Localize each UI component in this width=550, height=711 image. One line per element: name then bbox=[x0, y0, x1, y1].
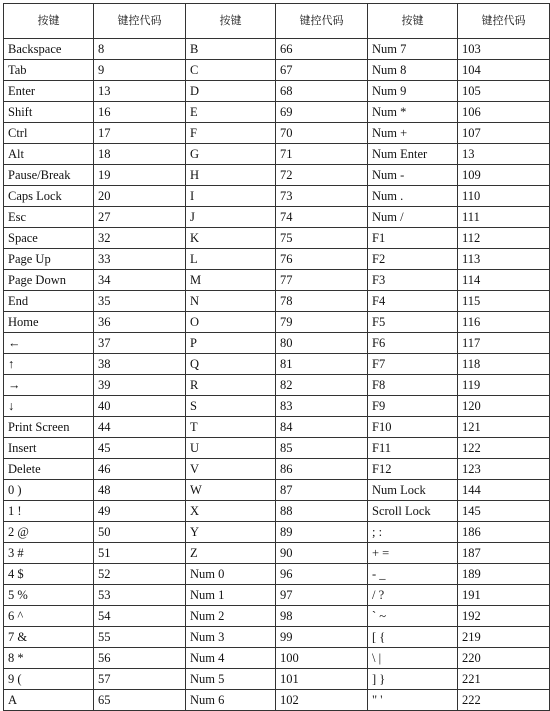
key-code-cell: 16 bbox=[94, 102, 186, 123]
key-name-cell: F9 bbox=[368, 396, 458, 417]
key-name-cell: 0 ) bbox=[4, 480, 94, 501]
key-code-cell: 20 bbox=[94, 186, 186, 207]
key-name-cell: C bbox=[186, 60, 276, 81]
key-code-cell: 81 bbox=[276, 354, 368, 375]
key-code-cell: 56 bbox=[94, 648, 186, 669]
key-code-cell: 84 bbox=[276, 417, 368, 438]
key-name-cell: Alt bbox=[4, 144, 94, 165]
key-code-cell: 105 bbox=[458, 81, 550, 102]
key-column-header: 按键 bbox=[186, 4, 276, 39]
key-name-cell: Z bbox=[186, 543, 276, 564]
table-row bbox=[4, 438, 550, 459]
key-name-cell: Num . bbox=[368, 186, 458, 207]
key-code-cell: 76 bbox=[276, 249, 368, 270]
key-code-cell: 78 bbox=[276, 291, 368, 312]
table-row bbox=[4, 669, 550, 690]
key-name-cell: Num 4 bbox=[186, 648, 276, 669]
key-name-cell: Print Screen bbox=[4, 417, 94, 438]
table-row bbox=[4, 312, 550, 333]
keycode-table-container bbox=[3, 3, 547, 711]
key-name-cell: ↓ bbox=[4, 396, 94, 417]
key-name-cell: Num Lock bbox=[368, 480, 458, 501]
key-name-cell: K bbox=[186, 228, 276, 249]
key-name-cell: Insert bbox=[4, 438, 94, 459]
key-code-cell: 112 bbox=[458, 228, 550, 249]
key-name-cell: + = bbox=[368, 543, 458, 564]
key-name-cell: R bbox=[186, 375, 276, 396]
key-name-cell: Num 3 bbox=[186, 627, 276, 648]
key-code-cell: 51 bbox=[94, 543, 186, 564]
table-row bbox=[4, 291, 550, 312]
key-name-cell: Num 7 bbox=[368, 39, 458, 60]
table-body bbox=[4, 39, 550, 711]
key-code-cell: 52 bbox=[94, 564, 186, 585]
key-code-cell: 118 bbox=[458, 354, 550, 375]
key-name-cell: 8 * bbox=[4, 648, 94, 669]
key-code-cell: 117 bbox=[458, 333, 550, 354]
key-code-cell: 73 bbox=[276, 186, 368, 207]
key-name-cell: B bbox=[186, 39, 276, 60]
key-code-cell: 122 bbox=[458, 438, 550, 459]
key-code-cell: 53 bbox=[94, 585, 186, 606]
key-code-cell: 68 bbox=[276, 81, 368, 102]
key-code-cell: 109 bbox=[458, 165, 550, 186]
key-code-cell: 9 bbox=[94, 60, 186, 81]
key-name-cell: \ | bbox=[368, 648, 458, 669]
key-code-cell: 67 bbox=[276, 60, 368, 81]
table-row bbox=[4, 165, 550, 186]
key-code-cell: 82 bbox=[276, 375, 368, 396]
key-name-cell: Ctrl bbox=[4, 123, 94, 144]
key-name-cell: Y bbox=[186, 522, 276, 543]
table-row bbox=[4, 249, 550, 270]
key-name-cell: S bbox=[186, 396, 276, 417]
key-name-cell: Num - bbox=[368, 165, 458, 186]
key-name-cell: T bbox=[186, 417, 276, 438]
key-name-cell: Num / bbox=[368, 207, 458, 228]
key-name-cell: Delete bbox=[4, 459, 94, 480]
table-row bbox=[4, 144, 550, 165]
key-name-cell: H bbox=[186, 165, 276, 186]
key-name-cell: Esc bbox=[4, 207, 94, 228]
key-code-cell: 72 bbox=[276, 165, 368, 186]
key-code-cell: 88 bbox=[276, 501, 368, 522]
table-row bbox=[4, 207, 550, 228]
key-name-cell: L bbox=[186, 249, 276, 270]
table-row bbox=[4, 459, 550, 480]
key-name-cell: 3 # bbox=[4, 543, 94, 564]
key-code-cell: 27 bbox=[94, 207, 186, 228]
key-code-cell: 77 bbox=[276, 270, 368, 291]
table-row bbox=[4, 39, 550, 60]
key-code-cell: 220 bbox=[458, 648, 550, 669]
key-code-cell: 45 bbox=[94, 438, 186, 459]
key-code-cell: 13 bbox=[458, 144, 550, 165]
key-code-cell: 34 bbox=[94, 270, 186, 291]
key-code-cell: 116 bbox=[458, 312, 550, 333]
key-name-cell: Num 5 bbox=[186, 669, 276, 690]
key-code-cell: 65 bbox=[94, 690, 186, 711]
key-code-cell: 114 bbox=[458, 270, 550, 291]
key-code-cell: 37 bbox=[94, 333, 186, 354]
key-code-cell: 121 bbox=[458, 417, 550, 438]
table-row bbox=[4, 606, 550, 627]
key-code-cell: 106 bbox=[458, 102, 550, 123]
key-code-cell: 102 bbox=[276, 690, 368, 711]
key-code-cell: 103 bbox=[458, 39, 550, 60]
table-row bbox=[4, 501, 550, 522]
table-row bbox=[4, 375, 550, 396]
key-code-cell: 39 bbox=[94, 375, 186, 396]
table-row bbox=[4, 270, 550, 291]
key-code-cell: 80 bbox=[276, 333, 368, 354]
code-column-header: 键控代码 bbox=[276, 4, 368, 39]
key-column-header: 按键 bbox=[4, 4, 94, 39]
key-name-cell: J bbox=[186, 207, 276, 228]
key-code-cell: 123 bbox=[458, 459, 550, 480]
key-name-cell: F1 bbox=[368, 228, 458, 249]
key-name-cell: 1 ! bbox=[4, 501, 94, 522]
key-code-cell: 191 bbox=[458, 585, 550, 606]
key-name-cell: F bbox=[186, 123, 276, 144]
key-name-cell: Num 9 bbox=[368, 81, 458, 102]
key-code-cell: 32 bbox=[94, 228, 186, 249]
key-code-cell: 186 bbox=[458, 522, 550, 543]
key-name-cell: Num * bbox=[368, 102, 458, 123]
key-column-header: 按键 bbox=[368, 4, 458, 39]
key-code-cell: 89 bbox=[276, 522, 368, 543]
key-code-cell: 13 bbox=[94, 81, 186, 102]
key-code-cell: 79 bbox=[276, 312, 368, 333]
code-column-header: 键控代码 bbox=[94, 4, 186, 39]
key-name-cell: 4 $ bbox=[4, 564, 94, 585]
key-name-cell: ↑ bbox=[4, 354, 94, 375]
key-name-cell: F5 bbox=[368, 312, 458, 333]
key-code-cell: 111 bbox=[458, 207, 550, 228]
key-code-cell: 38 bbox=[94, 354, 186, 375]
key-code-cell: 66 bbox=[276, 39, 368, 60]
key-code-cell: 71 bbox=[276, 144, 368, 165]
key-code-cell: 55 bbox=[94, 627, 186, 648]
key-name-cell: F8 bbox=[368, 375, 458, 396]
key-code-cell: 97 bbox=[276, 585, 368, 606]
key-name-cell: Tab bbox=[4, 60, 94, 81]
key-code-cell: 113 bbox=[458, 249, 550, 270]
key-name-cell: Num + bbox=[368, 123, 458, 144]
key-code-cell: 36 bbox=[94, 312, 186, 333]
key-code-cell: 144 bbox=[458, 480, 550, 501]
table-row bbox=[4, 564, 550, 585]
table-row bbox=[4, 543, 550, 564]
table-row bbox=[4, 648, 550, 669]
key-name-cell: F4 bbox=[368, 291, 458, 312]
table-row bbox=[4, 522, 550, 543]
key-name-cell: F12 bbox=[368, 459, 458, 480]
key-name-cell: Space bbox=[4, 228, 94, 249]
key-name-cell: [ { bbox=[368, 627, 458, 648]
key-name-cell: / ? bbox=[368, 585, 458, 606]
key-name-cell: ] } bbox=[368, 669, 458, 690]
key-code-cell: 115 bbox=[458, 291, 550, 312]
key-name-cell: Caps Lock bbox=[4, 186, 94, 207]
key-name-cell: Page Down bbox=[4, 270, 94, 291]
key-code-cell: 40 bbox=[94, 396, 186, 417]
key-name-cell: P bbox=[186, 333, 276, 354]
key-code-cell: 50 bbox=[94, 522, 186, 543]
key-code-cell: 49 bbox=[94, 501, 186, 522]
key-name-cell: Scroll Lock bbox=[368, 501, 458, 522]
key-name-cell: F3 bbox=[368, 270, 458, 291]
key-name-cell: Q bbox=[186, 354, 276, 375]
key-code-cell: 100 bbox=[276, 648, 368, 669]
key-code-cell: 33 bbox=[94, 249, 186, 270]
key-name-cell: F10 bbox=[368, 417, 458, 438]
table-row bbox=[4, 228, 550, 249]
key-code-cell: 104 bbox=[458, 60, 550, 81]
key-name-cell: A bbox=[4, 690, 94, 711]
key-code-cell: 101 bbox=[276, 669, 368, 690]
key-name-cell: F11 bbox=[368, 438, 458, 459]
key-code-cell: 189 bbox=[458, 564, 550, 585]
key-code-cell: 119 bbox=[458, 375, 550, 396]
key-code-cell: 17 bbox=[94, 123, 186, 144]
header-row bbox=[4, 4, 550, 39]
table-row bbox=[4, 60, 550, 81]
key-code-cell: 107 bbox=[458, 123, 550, 144]
table-row bbox=[4, 627, 550, 648]
key-name-cell: E bbox=[186, 102, 276, 123]
table-row bbox=[4, 480, 550, 501]
key-name-cell: ` ~ bbox=[368, 606, 458, 627]
key-name-cell: - _ bbox=[368, 564, 458, 585]
key-code-cell: 192 bbox=[458, 606, 550, 627]
key-name-cell: ← bbox=[4, 333, 94, 354]
key-code-cell: 70 bbox=[276, 123, 368, 144]
key-code-cell: 83 bbox=[276, 396, 368, 417]
key-code-cell: 86 bbox=[276, 459, 368, 480]
key-name-cell: V bbox=[186, 459, 276, 480]
key-code-cell: 120 bbox=[458, 396, 550, 417]
key-name-cell: Num 0 bbox=[186, 564, 276, 585]
key-name-cell: 5 % bbox=[4, 585, 94, 606]
key-name-cell: End bbox=[4, 291, 94, 312]
key-name-cell: O bbox=[186, 312, 276, 333]
key-name-cell: Num 8 bbox=[368, 60, 458, 81]
table-row bbox=[4, 333, 550, 354]
key-code-cell: 69 bbox=[276, 102, 368, 123]
table-row bbox=[4, 123, 550, 144]
key-code-cell: 74 bbox=[276, 207, 368, 228]
key-name-cell: → bbox=[4, 375, 94, 396]
key-code-cell: 57 bbox=[94, 669, 186, 690]
table-header bbox=[4, 4, 550, 39]
key-name-cell: 9 ( bbox=[4, 669, 94, 690]
key-name-cell: F2 bbox=[368, 249, 458, 270]
key-code-cell: 85 bbox=[276, 438, 368, 459]
key-code-cell: 87 bbox=[276, 480, 368, 501]
key-name-cell: F6 bbox=[368, 333, 458, 354]
key-name-cell: 6 ^ bbox=[4, 606, 94, 627]
key-name-cell: X bbox=[186, 501, 276, 522]
key-code-cell: 145 bbox=[458, 501, 550, 522]
key-code-cell: 187 bbox=[458, 543, 550, 564]
key-code-cell: 46 bbox=[94, 459, 186, 480]
table-row bbox=[4, 690, 550, 711]
key-name-cell: Home bbox=[4, 312, 94, 333]
key-name-cell: F7 bbox=[368, 354, 458, 375]
code-column-header: 键控代码 bbox=[458, 4, 550, 39]
key-name-cell: Num Enter bbox=[368, 144, 458, 165]
table-row bbox=[4, 81, 550, 102]
key-name-cell: M bbox=[186, 270, 276, 291]
key-code-cell: 219 bbox=[458, 627, 550, 648]
key-name-cell: I bbox=[186, 186, 276, 207]
key-name-cell: Page Up bbox=[4, 249, 94, 270]
key-code-cell: 48 bbox=[94, 480, 186, 501]
key-code-cell: 96 bbox=[276, 564, 368, 585]
table-row bbox=[4, 585, 550, 606]
key-name-cell: W bbox=[186, 480, 276, 501]
key-name-cell: Num 1 bbox=[186, 585, 276, 606]
table-row bbox=[4, 186, 550, 207]
key-name-cell: Num 2 bbox=[186, 606, 276, 627]
key-name-cell: G bbox=[186, 144, 276, 165]
key-name-cell: ; : bbox=[368, 522, 458, 543]
key-name-cell: N bbox=[186, 291, 276, 312]
table-row bbox=[4, 417, 550, 438]
key-name-cell: U bbox=[186, 438, 276, 459]
key-code-cell: 35 bbox=[94, 291, 186, 312]
key-name-cell: Num 6 bbox=[186, 690, 276, 711]
key-code-cell: 90 bbox=[276, 543, 368, 564]
key-code-cell: 222 bbox=[458, 690, 550, 711]
key-code-cell: 19 bbox=[94, 165, 186, 186]
keycode-table bbox=[3, 3, 550, 711]
table-row bbox=[4, 102, 550, 123]
key-name-cell: " ' bbox=[368, 690, 458, 711]
table-row bbox=[4, 396, 550, 417]
key-name-cell: Pause/Break bbox=[4, 165, 94, 186]
key-name-cell: Enter bbox=[4, 81, 94, 102]
key-code-cell: 8 bbox=[94, 39, 186, 60]
key-name-cell: Backspace bbox=[4, 39, 94, 60]
key-code-cell: 221 bbox=[458, 669, 550, 690]
key-name-cell: 7 & bbox=[4, 627, 94, 648]
key-code-cell: 54 bbox=[94, 606, 186, 627]
key-code-cell: 44 bbox=[94, 417, 186, 438]
key-code-cell: 110 bbox=[458, 186, 550, 207]
key-code-cell: 99 bbox=[276, 627, 368, 648]
key-code-cell: 98 bbox=[276, 606, 368, 627]
key-name-cell: 2 @ bbox=[4, 522, 94, 543]
key-code-cell: 75 bbox=[276, 228, 368, 249]
key-name-cell: Shift bbox=[4, 102, 94, 123]
key-name-cell: D bbox=[186, 81, 276, 102]
table-row bbox=[4, 354, 550, 375]
key-code-cell: 18 bbox=[94, 144, 186, 165]
